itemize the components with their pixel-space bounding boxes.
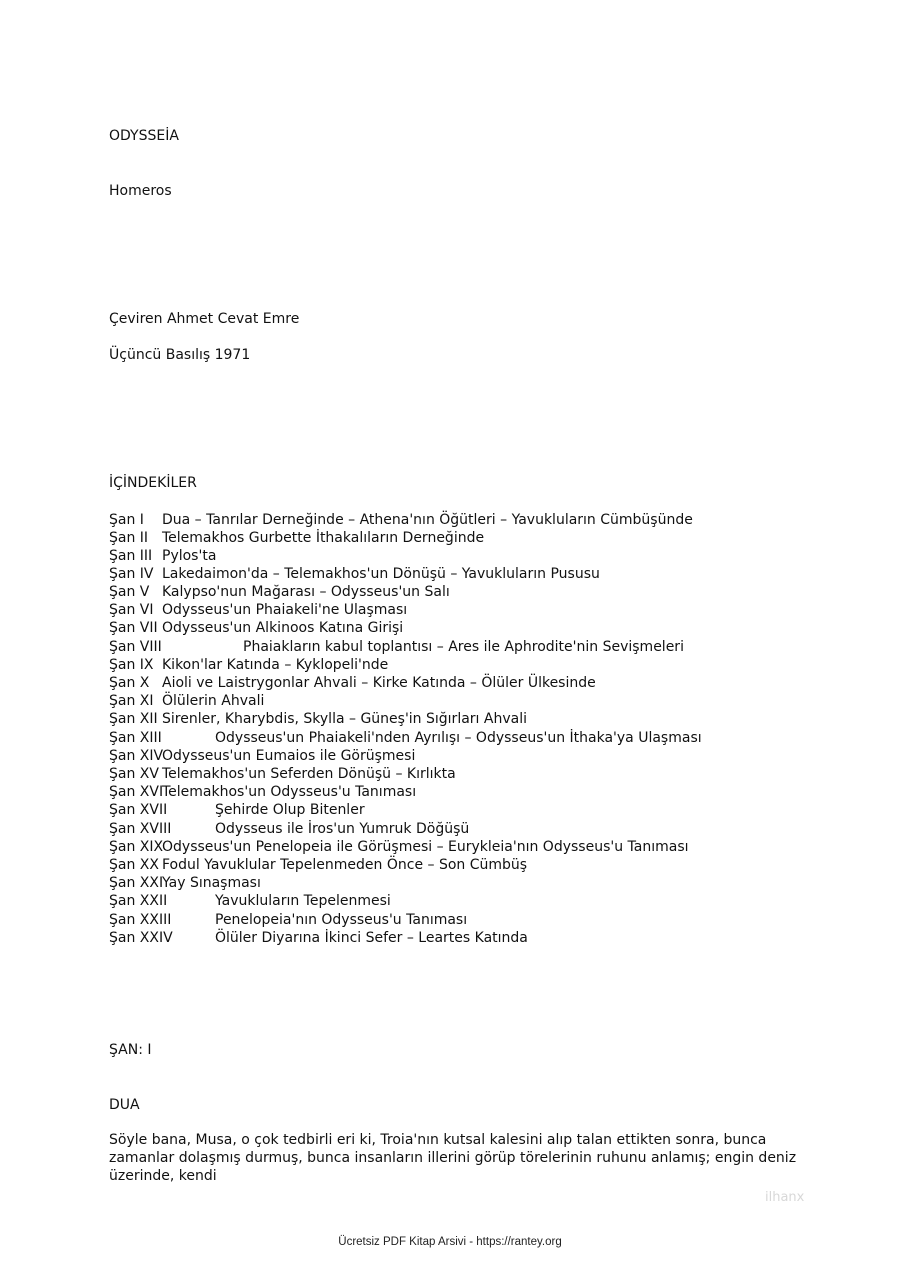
toc-heading: İÇİNDEKİLER <box>109 475 197 491</box>
toc-text: Fodul Yavuklular Tepelenmeden Önce – Son Cümbüş <box>162 857 528 873</box>
toc-text: Telemakhos'un Seferden Dönüşü – Kırlıkta <box>162 766 456 782</box>
toc-label: Şan XXIV <box>109 930 173 946</box>
book-title: ODYSSEİA <box>109 128 179 144</box>
toc-label: Şan III <box>109 548 153 564</box>
toc-text: Telemakhos'un Odysseus'u Tanıması <box>162 784 417 800</box>
toc-label: Şan XXIII <box>109 912 172 928</box>
toc-text: Yay Sınaşması <box>162 875 261 891</box>
section-heading: DUA <box>109 1097 140 1113</box>
toc-label: Şan XVII <box>109 802 168 818</box>
toc-label: Şan XII <box>109 711 158 727</box>
toc-label: Şan II <box>109 530 149 546</box>
toc-text: Dua – Tanrılar Derneğinde – Athena'nın Öğütleri – Yavukluların Cümbüşünde <box>162 512 693 528</box>
toc-text: Aioli ve Laistrygonlar Ahvali – Kirke Katında – Ölüler Ülkesinde <box>162 675 596 691</box>
toc-label: Şan I <box>109 512 144 528</box>
toc-text: Telemakhos Gurbette İthakalıların Derneğinde <box>162 530 485 546</box>
toc-text: Odysseus'un Phaiakeli'nden Ayrılışı – Odysseus'un İthaka'ya Ulaşması <box>215 730 702 746</box>
toc-label: Şan VII <box>109 620 158 636</box>
toc-label: Şan X <box>109 675 150 691</box>
toc-text: Sirenler, Kharybdis, Skylla – Güneş'in Sığırları Ahvali <box>162 711 527 727</box>
toc-label: Şan XX <box>109 857 159 873</box>
toc-label: Şan XVI <box>109 784 164 800</box>
watermark: ilhanx <box>765 1190 805 1205</box>
toc-label: Şan XIV <box>109 748 164 764</box>
toc-text: Odysseus'un Eumaios ile Görüşmesi <box>162 748 416 764</box>
toc-label: Şan VIII <box>109 639 162 655</box>
toc-text: Odysseus'un Alkinoos Katına Girişi <box>162 620 404 636</box>
toc-text: Kalypso'nun Mağarası – Odysseus'un Salı <box>162 584 450 600</box>
toc-label: Şan XIII <box>109 730 162 746</box>
toc-text: Odysseus'un Penelopeia ile Görüşmesi – Eurykleia'nın Odysseus'u Tanıması <box>162 839 689 855</box>
toc-label: Şan XIX <box>109 839 164 855</box>
toc-text: Şehirde Olup Bitenler <box>215 802 365 818</box>
edition-line: Üçüncü Basılış 1971 <box>109 347 251 363</box>
toc-text: Kikon'lar Katında – Kyklopeli'nde <box>162 657 389 673</box>
toc-label: Şan XXII <box>109 893 168 909</box>
toc-label: Şan XVIII <box>109 821 172 837</box>
toc-label: Şan IX <box>109 657 154 673</box>
toc-text: Phaiakların kabul toplantısı – Ares ile Aphrodite'nin Sevişmeleri <box>243 639 684 655</box>
toc-label: Şan IV <box>109 566 154 582</box>
toc-text: Odysseus ile İros'un Yumruk Döğüşü <box>215 821 470 837</box>
book-author: Homeros <box>109 183 172 199</box>
translator-line: Çeviren Ahmet Cevat Emre <box>109 311 300 327</box>
toc-label: Şan XV <box>109 766 159 782</box>
chapter-heading: ŞAN: I <box>109 1042 152 1058</box>
toc-text: Ölülerin Ahvali <box>162 693 265 709</box>
toc-label: Şan XI <box>109 693 154 709</box>
toc-text: Penelopeia'nın Odysseus'u Tanıması <box>215 912 468 928</box>
toc-label: Şan V <box>109 584 150 600</box>
toc-text: Ölüler Diyarına İkinci Sefer – Leartes Katında <box>215 930 528 946</box>
toc-label: Şan VI <box>109 602 154 618</box>
page-footer: Ücretsiz PDF Kitap Arsivi - https://rantey.org <box>338 1236 562 1248</box>
toc-text: Yavukluların Tepelenmesi <box>215 893 391 909</box>
toc-text: Pylos'ta <box>162 548 217 564</box>
body-paragraph: Söyle bana, Musa, o çok tedbirli eri ki, Troia'nın kutsal kalesini alıp talan ettikten sonra, bunca zamanlar dolaşmış durmuş, bunca insanların illerini görüp törelerinin ruhunu anlamış; engin deniz üzerinde, kendi <box>109 1132 797 1184</box>
toc-text: Odysseus'un Phaiakeli'ne Ulaşması <box>162 602 408 618</box>
toc-text: Lakedaimon'da – Telemakhos'un Dönüşü – Yavukluların Pususu <box>162 566 600 582</box>
toc-label: Şan XXI <box>109 875 164 891</box>
